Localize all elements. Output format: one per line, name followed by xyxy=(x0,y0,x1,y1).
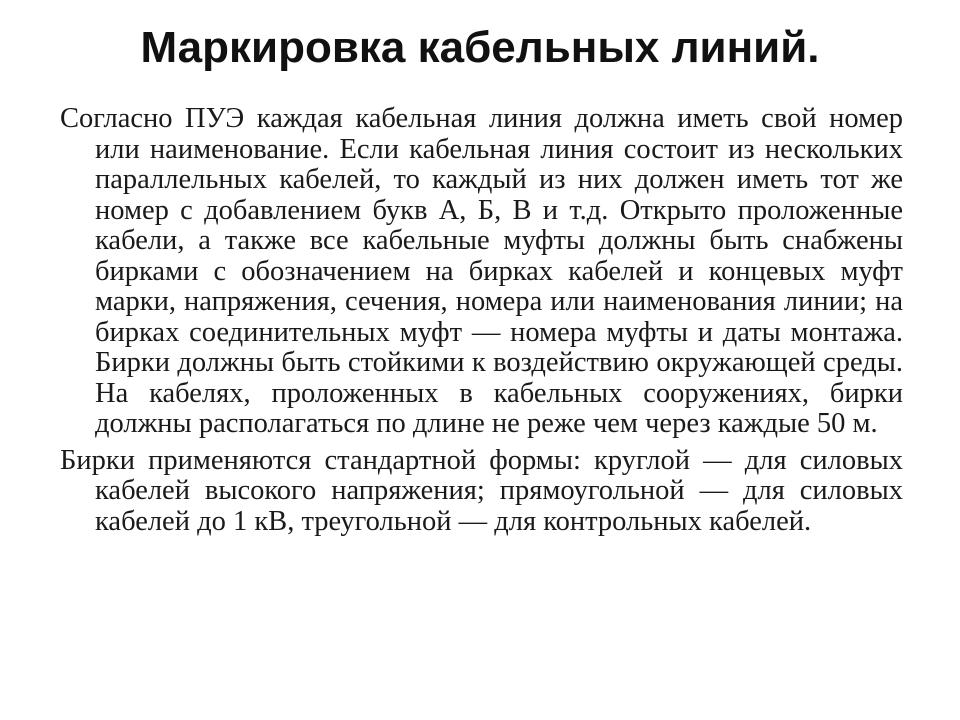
slide-body xyxy=(60,104,903,537)
paragraph-tag-shapes: Бирки применяются стандартной формы: круглой — для силовых кабелей высокого напряжения; прямоугольной — для силовых кабелей до 1 кВ, треугольной — для контрольных кабелей. xyxy=(60,444,903,537)
paragraph-cable-numbering: Согласно ПУЭ каждая кабельная линия должна иметь свой номер или наименование. Если кабельная линия состоит из нескольких параллельных кабелей, то каждый из них должен иметь тот же номер с добавлением букв А, Б, В и т.д. Открыто проложенные кабели, а также все кабельные муфты должны быть снабжены бирками с обозначением на бирках кабелей и концевых муфт марки, напряжения, сечения, номера или наименования линии; на бирках соединительных муфт — номера муфты и даты монтажа. Бирки должны быть стойкими к воздействию окружающей среды. На кабелях, проложенных в кабельных сооружениях, бирки должны располагаться по длине не реже чем через каждые 50 м. xyxy=(60,103,903,439)
slide-title: Маркировка кабельных линий. xyxy=(140,23,820,72)
